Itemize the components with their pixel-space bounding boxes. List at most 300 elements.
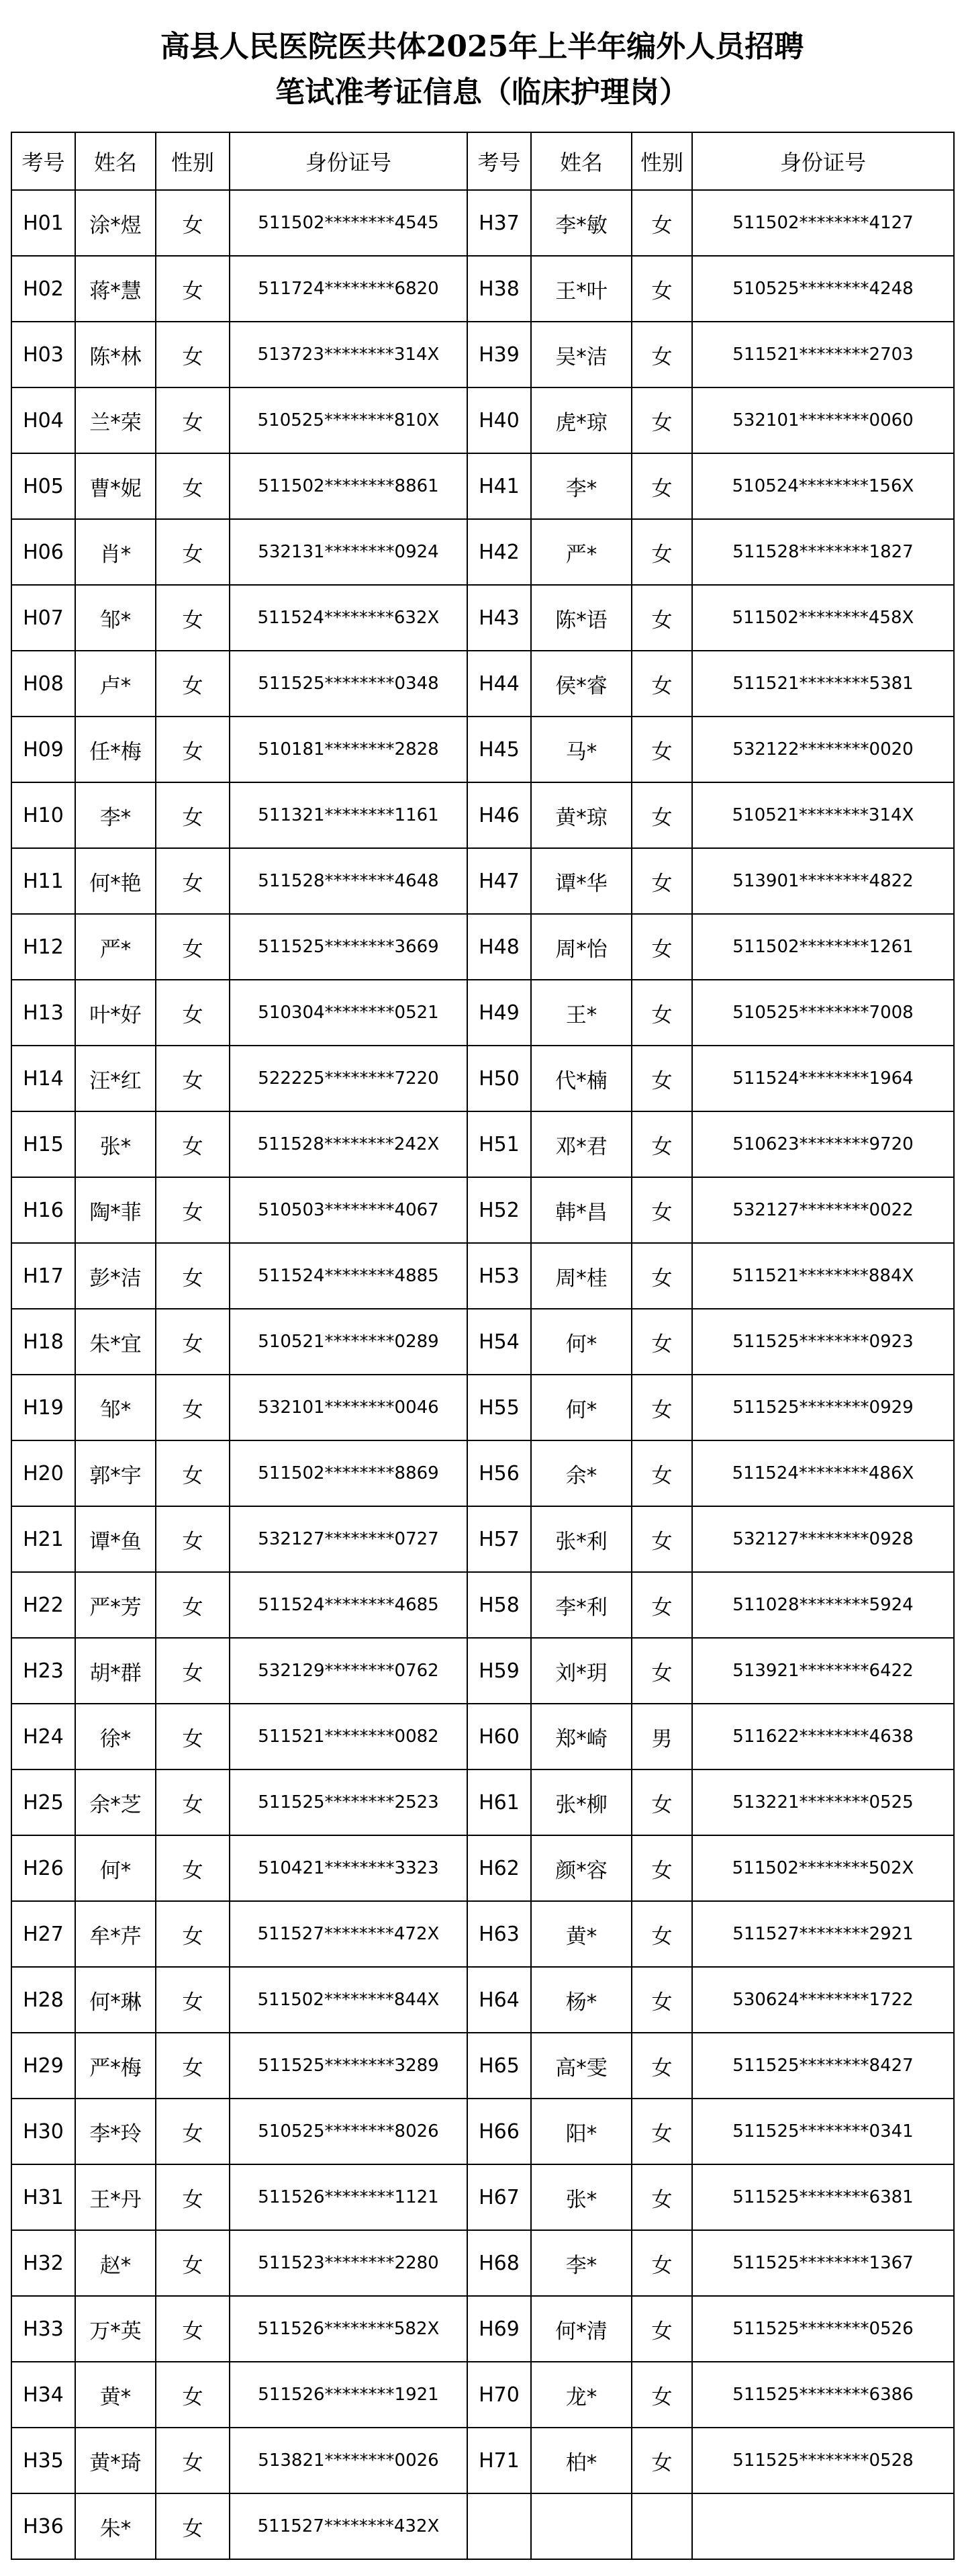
table-row bbox=[11, 1046, 954, 1111]
exam-no-cell: H34 bbox=[11, 2362, 75, 2428]
exam-no-cell: H23 bbox=[11, 1638, 75, 1704]
id-number-cell-right: 511525********0929 bbox=[692, 1375, 954, 1440]
id-number-cell-right: 511028********5924 bbox=[692, 1572, 954, 1638]
header-sex-right: 性别 bbox=[632, 132, 692, 190]
id-number-cell: 510304********0521 bbox=[230, 980, 467, 1046]
exam-no-cell-right: H50 bbox=[467, 1046, 531, 1111]
sex-cell: 女 bbox=[156, 782, 230, 848]
id-number-cell: 511525********3289 bbox=[230, 2033, 467, 2099]
id-number-cell: 532101********0046 bbox=[230, 1375, 467, 1440]
exam-no-cell-right: H60 bbox=[467, 1704, 531, 1769]
name-cell-right: 邓*君 bbox=[531, 1111, 632, 1177]
table-row bbox=[11, 2164, 954, 2230]
sex-cell-right: 女 bbox=[632, 322, 692, 387]
exam-no-cell: H04 bbox=[11, 387, 75, 453]
sex-cell-right: 女 bbox=[632, 651, 692, 717]
sex-cell-right: 女 bbox=[632, 2099, 692, 2164]
name-cell: 卢* bbox=[75, 651, 156, 717]
exam-no-cell: H26 bbox=[11, 1835, 75, 1901]
exam-no-cell: H09 bbox=[11, 717, 75, 782]
name-cell-right: 黄*琼 bbox=[531, 782, 632, 848]
id-number-cell: 511524********4685 bbox=[230, 1572, 467, 1638]
name-cell: 曹*妮 bbox=[75, 453, 156, 519]
name-cell-right: 周*怡 bbox=[531, 914, 632, 980]
name-cell: 李*玲 bbox=[75, 2099, 156, 2164]
header-name-right: 姓名 bbox=[531, 132, 632, 190]
exam-no-cell-right bbox=[467, 2493, 531, 2559]
id-number-cell: 511526********1921 bbox=[230, 2362, 467, 2428]
exam-no-cell-right: H69 bbox=[467, 2296, 531, 2362]
table-row bbox=[11, 519, 954, 585]
exam-no-cell: H29 bbox=[11, 2033, 75, 2099]
table-row bbox=[11, 2493, 954, 2559]
id-number-cell: 511724********6820 bbox=[230, 256, 467, 322]
exam-no-cell: H02 bbox=[11, 256, 75, 322]
id-number-cell-right: 513921********6422 bbox=[692, 1638, 954, 1704]
name-cell-right: 陈*语 bbox=[531, 585, 632, 651]
name-cell: 肖* bbox=[75, 519, 156, 585]
name-cell: 郭*宇 bbox=[75, 1440, 156, 1506]
sex-cell-right: 女 bbox=[632, 2296, 692, 2362]
name-cell-right: 杨* bbox=[531, 1967, 632, 2033]
table-row bbox=[11, 322, 954, 387]
sex-cell: 女 bbox=[156, 190, 230, 256]
sex-cell: 女 bbox=[156, 1440, 230, 1506]
sex-cell: 女 bbox=[156, 1243, 230, 1309]
id-number-cell: 511527********472X bbox=[230, 1901, 467, 1967]
id-number-cell: 510521********0289 bbox=[230, 1309, 467, 1375]
exam-no-cell-right: H71 bbox=[467, 2428, 531, 2493]
name-cell: 陶*菲 bbox=[75, 1177, 156, 1243]
id-number-cell: 511523********2280 bbox=[230, 2230, 467, 2296]
table-row bbox=[11, 1177, 954, 1243]
id-number-cell-right: 511521********5381 bbox=[692, 651, 954, 717]
id-number-cell: 511321********1161 bbox=[230, 782, 467, 848]
sex-cell: 女 bbox=[156, 1506, 230, 1572]
exam-no-cell: H31 bbox=[11, 2164, 75, 2230]
id-number-cell: 510181********2828 bbox=[230, 717, 467, 782]
sex-cell-right: 男 bbox=[632, 1704, 692, 1769]
sex-cell-right: 女 bbox=[632, 1046, 692, 1111]
name-cell-right: 龙* bbox=[531, 2362, 632, 2428]
id-number-cell: 532131********0924 bbox=[230, 519, 467, 585]
exam-no-cell: H15 bbox=[11, 1111, 75, 1177]
name-cell-right: 何*清 bbox=[531, 2296, 632, 2362]
name-cell-right: 阳* bbox=[531, 2099, 632, 2164]
sex-cell-right: 女 bbox=[632, 1901, 692, 1967]
table-row bbox=[11, 1111, 954, 1177]
exam-no-cell: H30 bbox=[11, 2099, 75, 2164]
name-cell: 朱*宜 bbox=[75, 1309, 156, 1375]
id-number-cell-right: 530624********1722 bbox=[692, 1967, 954, 2033]
sex-cell: 女 bbox=[156, 2099, 230, 2164]
id-number-cell-right: 511525********6381 bbox=[692, 2164, 954, 2230]
exam-no-cell-right: H46 bbox=[467, 782, 531, 848]
exam-no-cell-right: H64 bbox=[467, 1967, 531, 2033]
id-number-cell: 511502********4545 bbox=[230, 190, 467, 256]
id-number-cell: 511524********4885 bbox=[230, 1243, 467, 1309]
exam-no-cell: H27 bbox=[11, 1901, 75, 1967]
name-cell: 赵* bbox=[75, 2230, 156, 2296]
id-number-cell: 513723********314X bbox=[230, 322, 467, 387]
sex-cell: 女 bbox=[156, 1835, 230, 1901]
sex-cell-right: 女 bbox=[632, 1638, 692, 1704]
sex-cell-right: 女 bbox=[632, 1177, 692, 1243]
sex-cell-right: 女 bbox=[632, 1572, 692, 1638]
table-row bbox=[11, 1572, 954, 1638]
name-cell: 余*芝 bbox=[75, 1769, 156, 1835]
exam-no-cell: H14 bbox=[11, 1046, 75, 1111]
table-row bbox=[11, 717, 954, 782]
id-number-cell-right: 511525********1367 bbox=[692, 2230, 954, 2296]
exam-no-cell: H12 bbox=[11, 914, 75, 980]
sex-cell: 女 bbox=[156, 2230, 230, 2296]
name-cell: 邹* bbox=[75, 585, 156, 651]
name-cell-right: 严* bbox=[531, 519, 632, 585]
exam-no-cell-right: H68 bbox=[467, 2230, 531, 2296]
exam-no-cell-right: H56 bbox=[467, 1440, 531, 1506]
id-number-cell: 532129********0762 bbox=[230, 1638, 467, 1704]
table-row bbox=[11, 1638, 954, 1704]
name-cell: 何*琳 bbox=[75, 1967, 156, 2033]
table-row bbox=[11, 1309, 954, 1375]
sex-cell-right: 女 bbox=[632, 387, 692, 453]
sex-cell: 女 bbox=[156, 2033, 230, 2099]
exam-no-cell: H03 bbox=[11, 322, 75, 387]
exam-no-cell: H24 bbox=[11, 1704, 75, 1769]
exam-no-cell-right: H43 bbox=[467, 585, 531, 651]
sex-cell-right: 女 bbox=[632, 2362, 692, 2428]
id-number-cell-right: 511525********8427 bbox=[692, 2033, 954, 2099]
table-row bbox=[11, 1901, 954, 1967]
id-number-cell-right: 513221********0525 bbox=[692, 1769, 954, 1835]
table-body bbox=[11, 190, 954, 2559]
name-cell-right: 王*叶 bbox=[531, 256, 632, 322]
name-cell: 牟*芹 bbox=[75, 1901, 156, 1967]
table-row bbox=[11, 1704, 954, 1769]
name-cell-right: 张*柳 bbox=[531, 1769, 632, 1835]
name-cell: 胡*群 bbox=[75, 1638, 156, 1704]
header-exam-no-right: 考号 bbox=[467, 132, 531, 190]
sex-cell: 女 bbox=[156, 585, 230, 651]
name-cell-right: 侯*睿 bbox=[531, 651, 632, 717]
name-cell: 万*英 bbox=[75, 2296, 156, 2362]
id-number-cell: 522225********7220 bbox=[230, 1046, 467, 1111]
name-cell-right: 颜*容 bbox=[531, 1835, 632, 1901]
name-cell: 邹* bbox=[75, 1375, 156, 1440]
name-cell: 任*梅 bbox=[75, 717, 156, 782]
exam-no-cell: H25 bbox=[11, 1769, 75, 1835]
name-cell-right: 张*利 bbox=[531, 1506, 632, 1572]
exam-no-cell: H13 bbox=[11, 980, 75, 1046]
id-number-cell-right: 510623********9720 bbox=[692, 1111, 954, 1177]
table-row bbox=[11, 1243, 954, 1309]
sex-cell-right: 女 bbox=[632, 980, 692, 1046]
sex-cell-right: 女 bbox=[632, 453, 692, 519]
exam-no-cell-right: H45 bbox=[467, 717, 531, 782]
id-number-cell: 532127********0727 bbox=[230, 1506, 467, 1572]
id-number-cell: 511521********0082 bbox=[230, 1704, 467, 1769]
name-cell-right: 周*桂 bbox=[531, 1243, 632, 1309]
id-number-cell: 510525********810X bbox=[230, 387, 467, 453]
sex-cell-right: 女 bbox=[632, 1375, 692, 1440]
sex-cell: 女 bbox=[156, 519, 230, 585]
id-number-cell-right: 511528********1827 bbox=[692, 519, 954, 585]
id-number-cell-right: 511525********0528 bbox=[692, 2428, 954, 2493]
id-number-cell: 511528********242X bbox=[230, 1111, 467, 1177]
id-number-cell-right: 511525********0923 bbox=[692, 1309, 954, 1375]
id-number-cell: 511502********8869 bbox=[230, 1440, 467, 1506]
id-number-cell: 510525********8026 bbox=[230, 2099, 467, 2164]
name-cell-right: 黄* bbox=[531, 1901, 632, 1967]
sex-cell-right: 女 bbox=[632, 519, 692, 585]
id-number-cell: 511525********0348 bbox=[230, 651, 467, 717]
table-row bbox=[11, 2230, 954, 2296]
name-cell-right: 何* bbox=[531, 1309, 632, 1375]
id-number-cell-right: 532122********0020 bbox=[692, 717, 954, 782]
sex-cell: 女 bbox=[156, 1704, 230, 1769]
exam-no-cell-right: H44 bbox=[467, 651, 531, 717]
sex-cell-right: 女 bbox=[632, 1111, 692, 1177]
table-row bbox=[11, 2428, 954, 2493]
exam-no-cell: H32 bbox=[11, 2230, 75, 2296]
id-number-cell-right: 532127********0928 bbox=[692, 1506, 954, 1572]
exam-no-cell-right: H37 bbox=[467, 190, 531, 256]
sex-cell: 女 bbox=[156, 1111, 230, 1177]
name-cell: 叶*好 bbox=[75, 980, 156, 1046]
exam-no-cell-right: H51 bbox=[467, 1111, 531, 1177]
exam-no-cell: H08 bbox=[11, 651, 75, 717]
id-number-cell: 511502********8861 bbox=[230, 453, 467, 519]
id-number-cell-right: 511524********1964 bbox=[692, 1046, 954, 1111]
sex-cell: 女 bbox=[156, 2493, 230, 2559]
exam-no-cell: H20 bbox=[11, 1440, 75, 1506]
table-row bbox=[11, 1769, 954, 1835]
name-cell-right: 李* bbox=[531, 2230, 632, 2296]
exam-no-cell-right: H61 bbox=[467, 1769, 531, 1835]
name-cell-right: 柏* bbox=[531, 2428, 632, 2493]
exam-no-cell: H33 bbox=[11, 2296, 75, 2362]
sex-cell: 女 bbox=[156, 1901, 230, 1967]
exam-no-cell: H36 bbox=[11, 2493, 75, 2559]
table-row bbox=[11, 2099, 954, 2164]
table-row bbox=[11, 2296, 954, 2362]
exam-no-cell-right: H47 bbox=[467, 848, 531, 914]
table-row bbox=[11, 2033, 954, 2099]
exam-no-cell: H28 bbox=[11, 1967, 75, 2033]
name-cell: 严* bbox=[75, 914, 156, 980]
exam-no-cell-right: H57 bbox=[467, 1506, 531, 1572]
id-number-cell: 511527********432X bbox=[230, 2493, 467, 2559]
name-cell-right: 郑*崎 bbox=[531, 1704, 632, 1769]
id-number-cell-right: 510525********4248 bbox=[692, 256, 954, 322]
name-cell-right: 张* bbox=[531, 2164, 632, 2230]
id-number-cell-right: 511527********2921 bbox=[692, 1901, 954, 1967]
id-number-cell-right: 511502********502X bbox=[692, 1835, 954, 1901]
sex-cell-right: 女 bbox=[632, 2230, 692, 2296]
id-number-cell: 510421********3323 bbox=[230, 1835, 467, 1901]
sex-cell: 女 bbox=[156, 1177, 230, 1243]
name-cell: 李* bbox=[75, 782, 156, 848]
name-cell-right: 李*敏 bbox=[531, 190, 632, 256]
name-cell: 朱* bbox=[75, 2493, 156, 2559]
table-row bbox=[11, 1440, 954, 1506]
sex-cell-right: 女 bbox=[632, 717, 692, 782]
sex-cell: 女 bbox=[156, 980, 230, 1046]
name-cell: 张* bbox=[75, 1111, 156, 1177]
sex-cell-right: 女 bbox=[632, 1769, 692, 1835]
exam-no-cell: H19 bbox=[11, 1375, 75, 1440]
name-cell-right: 刘*玥 bbox=[531, 1638, 632, 1704]
table-row bbox=[11, 1375, 954, 1440]
sex-cell-right: 女 bbox=[632, 1440, 692, 1506]
sex-cell: 女 bbox=[156, 1967, 230, 2033]
id-number-cell: 511524********632X bbox=[230, 585, 467, 651]
name-cell-right: 余* bbox=[531, 1440, 632, 1506]
id-number-cell: 513821********0026 bbox=[230, 2428, 467, 2493]
exam-no-cell-right: H55 bbox=[467, 1375, 531, 1440]
id-number-cell-right: 532127********0022 bbox=[692, 1177, 954, 1243]
id-number-cell-right: 511502********458X bbox=[692, 585, 954, 651]
id-number-cell-right: 511525********0341 bbox=[692, 2099, 954, 2164]
exam-no-cell-right: H54 bbox=[467, 1309, 531, 1375]
name-cell: 涂*煜 bbox=[75, 190, 156, 256]
sex-cell-right: 女 bbox=[632, 1506, 692, 1572]
id-number-cell: 511502********844X bbox=[230, 1967, 467, 2033]
sex-cell: 女 bbox=[156, 848, 230, 914]
exam-no-cell: H06 bbox=[11, 519, 75, 585]
exam-no-cell: H18 bbox=[11, 1309, 75, 1375]
table-header-row bbox=[11, 132, 954, 190]
sex-cell: 女 bbox=[156, 914, 230, 980]
sex-cell: 女 bbox=[156, 1769, 230, 1835]
name-cell-right: 高*雯 bbox=[531, 2033, 632, 2099]
exam-no-cell-right: H70 bbox=[467, 2362, 531, 2428]
sex-cell-right: 女 bbox=[632, 2033, 692, 2099]
id-number-cell-right: 510521********314X bbox=[692, 782, 954, 848]
header-id-number-right: 身份证号 bbox=[692, 132, 954, 190]
sex-cell: 女 bbox=[156, 2362, 230, 2428]
sex-cell-right: 女 bbox=[632, 1243, 692, 1309]
name-cell: 兰*荣 bbox=[75, 387, 156, 453]
exam-no-cell-right: H67 bbox=[467, 2164, 531, 2230]
exam-no-cell: H05 bbox=[11, 453, 75, 519]
exam-no-cell-right: H41 bbox=[467, 453, 531, 519]
table-row bbox=[11, 782, 954, 848]
name-cell-right: 王* bbox=[531, 980, 632, 1046]
exam-no-cell: H35 bbox=[11, 2428, 75, 2493]
sex-cell-right: 女 bbox=[632, 914, 692, 980]
sex-cell-right: 女 bbox=[632, 1309, 692, 1375]
header-exam-no: 考号 bbox=[11, 132, 75, 190]
exam-no-cell: H16 bbox=[11, 1177, 75, 1243]
table-row bbox=[11, 1835, 954, 1901]
id-number-cell-right: 513901********4822 bbox=[692, 848, 954, 914]
id-number-cell-right: 510525********7008 bbox=[692, 980, 954, 1046]
exam-no-cell: H21 bbox=[11, 1506, 75, 1572]
exam-no-cell-right: H66 bbox=[467, 2099, 531, 2164]
table-row bbox=[11, 651, 954, 717]
sex-cell: 女 bbox=[156, 1638, 230, 1704]
name-cell: 汪*红 bbox=[75, 1046, 156, 1111]
sex-cell-right: 女 bbox=[632, 2164, 692, 2230]
name-cell-right: 吴*洁 bbox=[531, 322, 632, 387]
id-number-cell: 511528********4648 bbox=[230, 848, 467, 914]
sex-cell: 女 bbox=[156, 1375, 230, 1440]
sex-cell-right: 女 bbox=[632, 1835, 692, 1901]
name-cell-right: 李* bbox=[531, 453, 632, 519]
exam-no-cell: H01 bbox=[11, 190, 75, 256]
exam-no-cell-right: H48 bbox=[467, 914, 531, 980]
id-number-cell-right: 532101********0060 bbox=[692, 387, 954, 453]
exam-no-cell-right: H58 bbox=[467, 1572, 531, 1638]
name-cell: 严*梅 bbox=[75, 2033, 156, 2099]
id-number-cell-right: 511502********4127 bbox=[692, 190, 954, 256]
id-number-cell: 511525********3669 bbox=[230, 914, 467, 980]
name-cell: 王*丹 bbox=[75, 2164, 156, 2230]
name-cell-right: 代*楠 bbox=[531, 1046, 632, 1111]
table-row bbox=[11, 2362, 954, 2428]
exam-no-cell-right: H42 bbox=[467, 519, 531, 585]
exam-no-cell-right: H62 bbox=[467, 1835, 531, 1901]
sex-cell-right: 女 bbox=[632, 256, 692, 322]
exam-no-cell: H11 bbox=[11, 848, 75, 914]
sex-cell-right: 女 bbox=[632, 782, 692, 848]
exam-no-cell-right: H63 bbox=[467, 1901, 531, 1967]
id-number-cell-right: 511521********884X bbox=[692, 1243, 954, 1309]
sex-cell-right: 女 bbox=[632, 2428, 692, 2493]
name-cell-right bbox=[531, 2493, 632, 2559]
exam-no-cell-right: H59 bbox=[467, 1638, 531, 1704]
id-number-cell-right: 511521********2703 bbox=[692, 322, 954, 387]
title-line-2: 笔试准考证信息（临床护理岗） bbox=[275, 75, 689, 109]
name-cell: 黄*琦 bbox=[75, 2428, 156, 2493]
sex-cell: 女 bbox=[156, 717, 230, 782]
table-row bbox=[11, 914, 954, 980]
name-cell: 徐* bbox=[75, 1704, 156, 1769]
table-row bbox=[11, 585, 954, 651]
id-number-cell-right bbox=[692, 2493, 954, 2559]
sex-cell-right: 女 bbox=[632, 585, 692, 651]
id-number-cell: 510503********4067 bbox=[230, 1177, 467, 1243]
sex-cell: 女 bbox=[156, 453, 230, 519]
sex-cell: 女 bbox=[156, 1046, 230, 1111]
sex-cell: 女 bbox=[156, 256, 230, 322]
name-cell: 严*芳 bbox=[75, 1572, 156, 1638]
name-cell: 黄* bbox=[75, 2362, 156, 2428]
name-cell-right: 马* bbox=[531, 717, 632, 782]
name-cell: 谭*鱼 bbox=[75, 1506, 156, 1572]
exam-no-cell-right: H38 bbox=[467, 256, 531, 322]
table-row bbox=[11, 1506, 954, 1572]
name-cell-right: 韩*昌 bbox=[531, 1177, 632, 1243]
exam-no-cell: H07 bbox=[11, 585, 75, 651]
id-number-cell-right: 511502********1261 bbox=[692, 914, 954, 980]
name-cell-right: 何* bbox=[531, 1375, 632, 1440]
header-sex: 性别 bbox=[156, 132, 230, 190]
exam-no-cell-right: H39 bbox=[467, 322, 531, 387]
exam-no-cell-right: H52 bbox=[467, 1177, 531, 1243]
table-row bbox=[11, 190, 954, 256]
header-id-number: 身份证号 bbox=[230, 132, 467, 190]
name-cell: 蒋*慧 bbox=[75, 256, 156, 322]
sex-cell: 女 bbox=[156, 2296, 230, 2362]
id-number-cell-right: 510524********156X bbox=[692, 453, 954, 519]
id-number-cell: 511525********2523 bbox=[230, 1769, 467, 1835]
name-cell-right: 谭*华 bbox=[531, 848, 632, 914]
table-row bbox=[11, 1967, 954, 2033]
sex-cell: 女 bbox=[156, 387, 230, 453]
